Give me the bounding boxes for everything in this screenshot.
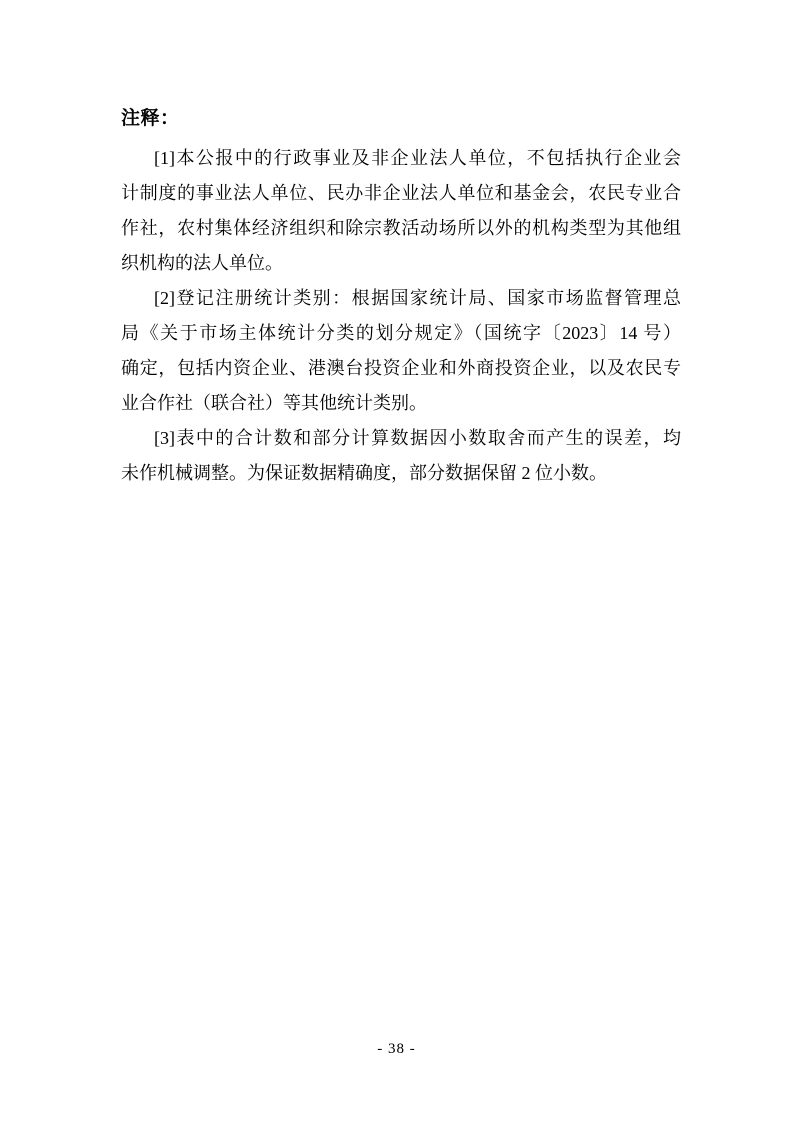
note-line: 业合作社（联合社）等其他统计类别。 — [121, 393, 427, 413]
note-paragraph-2 — [121, 281, 681, 421]
note-line: 未作机械调整。为保证数据精确度，部分数据保留 2 位小数。 — [121, 463, 607, 483]
note-line: 作社，农村集体经济组织和除宗教活动场所以外的机构类型为其他组 — [121, 218, 681, 238]
note-line: 计制度的事业法人单位、民办非企业法人单位和基金会，农民专业合 — [121, 183, 681, 203]
notes-section — [121, 105, 681, 491]
note-line: [1]本公报中的行政事业及非企业法人单位，不包括执行企业会 — [154, 148, 681, 168]
page-number: - 38 - — [377, 1041, 416, 1057]
note-line: [2]登记注册统计类别：根据国家统计局、国家市场监督管理总 — [154, 288, 681, 308]
notes-heading: 注释： — [121, 107, 180, 129]
note-paragraph-1 — [121, 141, 681, 281]
note-line: [3]表中的合计数和部分计算数据因小数取舍而产生的误差，均 — [154, 428, 681, 448]
note-line: 织机构的法人单位。 — [121, 253, 283, 273]
note-line: 确定，包括内资企业、港澳台投资企业和外商投资企业，以及农民专 — [121, 358, 681, 378]
note-paragraph-3 — [121, 421, 681, 491]
note-line: 局《关于市场主体统计分类的划分规定》（国统字〔2023〕14 号） — [121, 323, 681, 343]
